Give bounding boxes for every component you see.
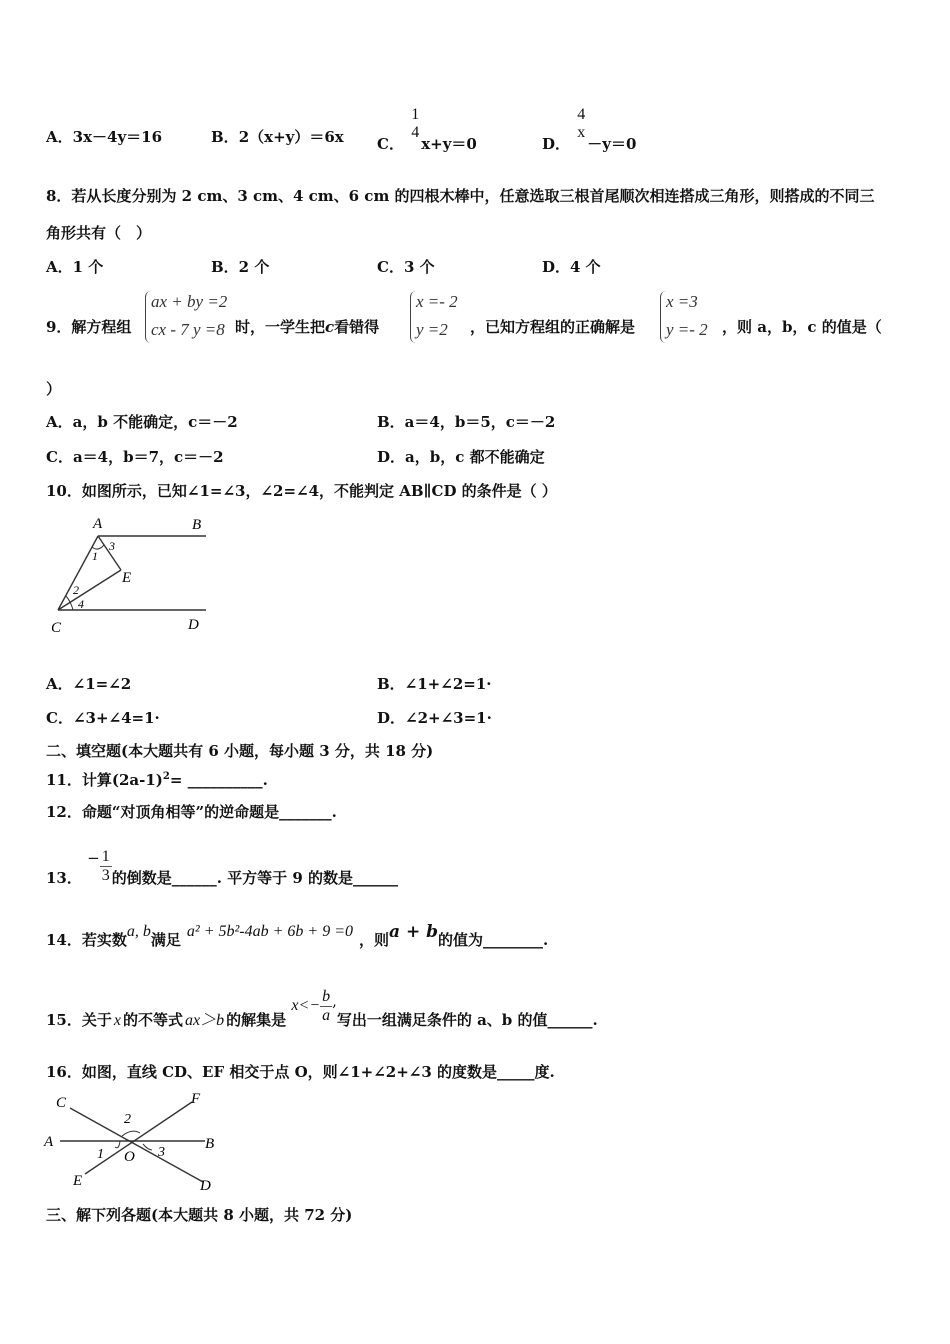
- q8-option-d: D．4 个: [542, 258, 601, 276]
- fraction: [100, 848, 112, 885]
- equation: ax + by =2: [151, 292, 228, 311]
- variable: c: [325, 318, 335, 336]
- option-text: 2（x+y）＝6x: [238, 128, 344, 146]
- q15: [46, 980, 598, 1029]
- angle-label-3: 3: [109, 539, 115, 553]
- exponent: 2: [162, 771, 170, 782]
- numerator: 1: [101, 848, 110, 865]
- q10-stem: 10．如图所示，已知∠1=∠3，∠2=∠4，不能判定 AB∥CD 的条件是（ ）: [46, 482, 557, 500]
- q14: [46, 922, 549, 951]
- q9-prefix: 9．解方程组: [46, 318, 132, 336]
- angle-label-1: 1: [97, 1147, 104, 1162]
- denominator: 3: [101, 867, 110, 884]
- numerator: b: [322, 988, 331, 1005]
- text: 写出一组满足条件的 a、b 的值______.: [336, 1010, 598, 1029]
- q16-stem: 16．如图，直线 CD、EF 相交于点 O，则∠1+∠2+∠3 的度数是_____度.: [46, 1063, 555, 1081]
- point-label-b: B: [192, 517, 202, 533]
- denominator: x: [577, 124, 586, 141]
- angle-label-3: 3: [158, 1145, 165, 1160]
- q10-option-d: D．∠2+∠3=1·: [377, 709, 492, 727]
- point-label-f: F: [191, 1091, 201, 1107]
- text: 的倒数是______. 平方等于 9 的数是______: [111, 868, 399, 887]
- angle-label-1: 1: [92, 549, 98, 563]
- variables: a, b: [126, 923, 151, 940]
- q9-option-a: A．a，b 不能确定，c＝－2: [46, 413, 238, 431]
- point-label-c: C: [56, 1095, 67, 1111]
- option-label: A．: [46, 128, 73, 146]
- point-label-o: O: [124, 1149, 135, 1165]
- denominator: a: [322, 1007, 331, 1024]
- numerator: 4: [577, 106, 586, 123]
- text: ，则: [359, 931, 390, 949]
- q8-stem-line2: 角形共有（ ）: [46, 224, 152, 242]
- q10-figure: [46, 512, 216, 637]
- q9-system-1: [151, 288, 227, 344]
- text: 的不等式: [122, 1010, 183, 1029]
- point-label-e: E: [73, 1173, 83, 1189]
- q7-option-d: [542, 106, 637, 153]
- text: 的值为________.: [438, 931, 549, 949]
- option-text: －y＝0: [587, 135, 637, 153]
- equation: a² + 5b²-4ab + 6b + 9 =0: [186, 923, 353, 940]
- minus-sign: −: [87, 848, 100, 867]
- option-text: x+y＝0: [421, 135, 477, 153]
- text: 14．若实数: [46, 931, 127, 949]
- q8-option-b: B．2 个: [211, 258, 270, 276]
- q8-option-c: C．3 个: [377, 258, 435, 276]
- expression: a + b: [389, 922, 438, 942]
- angle-label-2: 2: [73, 583, 79, 597]
- option-label: C．: [377, 135, 404, 153]
- q8-stem-line1: 8．若从长度分别为 2 cm、3 cm、4 cm、6 cm 的四根木棒中，任意选取三根首尾顺次相连搭成三角形，则搭成的不同三: [46, 187, 875, 205]
- q7-option-b: [211, 127, 344, 147]
- equation: cx - 7 y =8: [151, 320, 225, 339]
- q7-option-c: [377, 106, 477, 153]
- q10-option-c: C．∠3+∠4=1·: [46, 709, 160, 727]
- point-label-d: D: [188, 617, 199, 633]
- q9-suffix: ，则 a，b，c 的值是（: [722, 318, 882, 336]
- inequality-lhs: x<−: [291, 996, 321, 1014]
- equation: x =3: [666, 292, 698, 311]
- option-label: D．: [542, 135, 571, 153]
- section-3-heading: 三、解下列各题(本大题共 8 小题，共 72 分): [46, 1206, 353, 1224]
- q9-system-3: [666, 288, 708, 344]
- option-text: 3x－4y＝16: [72, 128, 163, 146]
- angle-label-4: 4: [78, 597, 84, 611]
- inequality: ax＞b: [185, 1011, 225, 1029]
- fraction: [409, 106, 421, 142]
- q9-mid: [235, 317, 379, 337]
- comma: ,: [332, 991, 337, 1010]
- q9-option-d: D．a，b，c 都不能确定: [377, 448, 545, 466]
- text: 13．: [46, 868, 82, 887]
- section-2-heading: 二、填空题(本大题共有 6 小题，每小题 3 分，共 18 分): [46, 742, 434, 760]
- q9-mid3: ，已知方程组的正确解是: [470, 318, 636, 336]
- equation: y =- 2: [666, 320, 708, 339]
- q12: 12．命题“对顶角相等”的逆命题是_______.: [46, 803, 337, 821]
- q9-system-2: [416, 288, 458, 344]
- q9-option-b: B．a＝4，b＝5，c＝－2: [377, 413, 556, 431]
- point-label-b: B: [205, 1136, 215, 1152]
- numerator: 1: [411, 106, 420, 123]
- point-label-c: C: [51, 620, 62, 636]
- text: 15．关于: [46, 1010, 112, 1029]
- q16-figure: [40, 1090, 230, 1195]
- q11: [46, 767, 268, 790]
- q7-option-a: [46, 127, 162, 147]
- fraction: [320, 988, 332, 1025]
- point-label-e: E: [122, 570, 132, 586]
- point-label-d: D: [200, 1178, 211, 1194]
- text: 的解集是: [226, 1010, 287, 1029]
- q8-option-a: A．1 个: [46, 258, 104, 276]
- fraction: [575, 106, 587, 142]
- equation: x =- 2: [416, 292, 458, 311]
- angle-label-2: 2: [124, 1112, 131, 1127]
- q10-option-b: B．∠1+∠2=1·: [377, 675, 492, 693]
- text: 11．计算(2a-1): [46, 771, 163, 789]
- text: 时，一学生把: [235, 318, 326, 336]
- denominator: 4: [411, 124, 420, 141]
- q13: [46, 838, 399, 887]
- q9-close-paren: ）: [46, 380, 62, 398]
- text: = __________.: [169, 771, 268, 789]
- variable: x: [113, 1011, 121, 1029]
- text: 看错得: [334, 318, 380, 336]
- point-label-a: A: [93, 516, 103, 532]
- text: 满足: [150, 931, 181, 949]
- option-label: B．: [211, 128, 239, 146]
- point-label-a: A: [44, 1134, 54, 1150]
- equation: y =2: [416, 320, 448, 339]
- q10-option-a: A．∠1=∠2: [46, 675, 132, 693]
- q9-option-c: C．a＝4，b＝7，c＝－2: [46, 448, 224, 466]
